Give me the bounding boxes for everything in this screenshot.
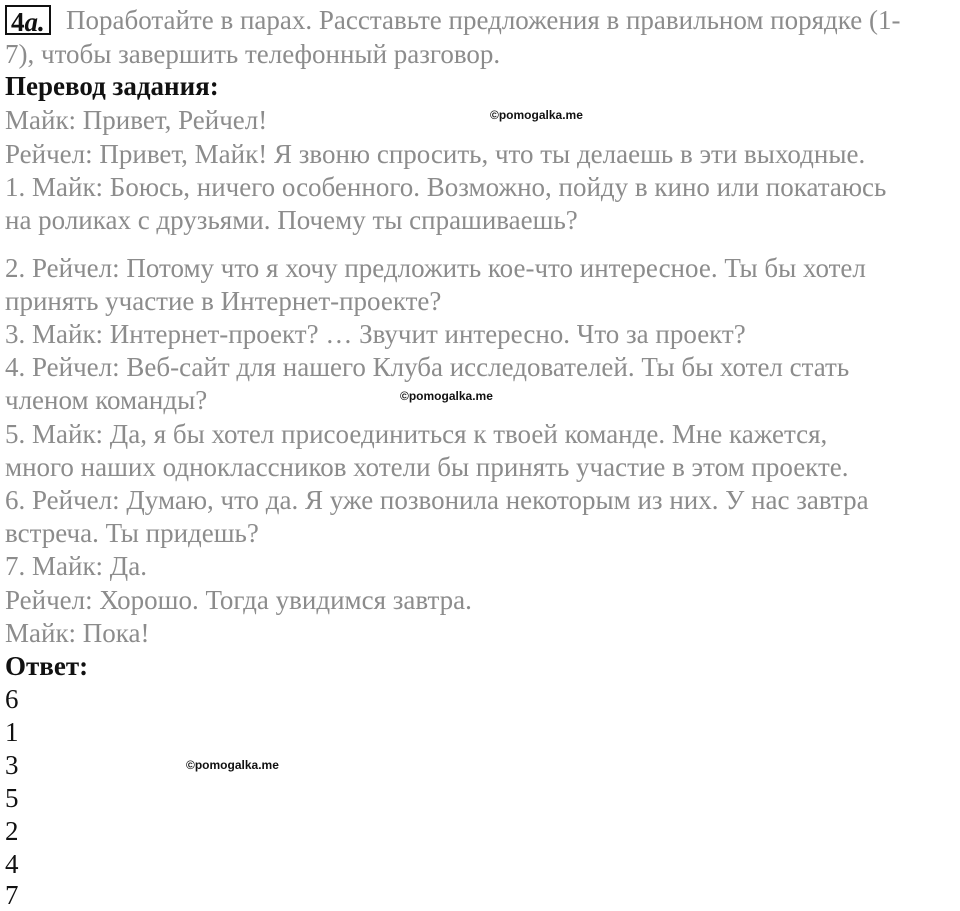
answer-item: 4 bbox=[5, 849, 19, 879]
dialogue-line: Рейчел: Хорошо. Тогда увидимся завтра. bbox=[5, 585, 472, 615]
task-instruction-line-1: Поработайте в парах. Расставьте предложения в правильном порядке (1- bbox=[66, 5, 901, 35]
dialogue-line: членом команды? bbox=[5, 385, 208, 415]
dialogue-line: 6. Рейчел: Думаю, что да. Я уже позвонила некоторым из них. У нас завтра bbox=[5, 485, 869, 515]
answer-item: 3 bbox=[5, 750, 19, 780]
dialogue-line: 3. Майк: Интернет-проект? … Звучит интересно. Что за проект? bbox=[5, 319, 746, 349]
answer-item: 5 bbox=[5, 783, 19, 813]
dialogue-line: 5. Майк: Да, я бы хотел присоединиться к твоей команде. Мне кажется, bbox=[5, 419, 828, 449]
dialogue-line: 2. Рейчел: Потому что я хочу предложить кое-что интересное. Ты бы хотел bbox=[5, 253, 866, 283]
dialogue-line: 4. Рейчел: Веб-сайт для нашего Клуба исследователей. Ты бы хотел стать bbox=[5, 352, 850, 382]
dialogue-line: принять участие в Интернет-проекте? bbox=[5, 286, 442, 316]
task-instruction-line-2: 7), чтобы завершить телефонный разговор. bbox=[5, 39, 501, 69]
dialogue-line: Майк: Привет, Рейчел! bbox=[5, 105, 268, 135]
task-letter: a. bbox=[24, 7, 45, 37]
task-number: 4 bbox=[11, 7, 25, 37]
watermark: ©pomogalka.me bbox=[400, 389, 493, 403]
watermark: ©pomogalka.me bbox=[186, 758, 279, 772]
answer-item: 7 bbox=[5, 880, 19, 910]
dialogue-line: Майк: Пока! bbox=[5, 618, 150, 648]
watermark: ©pomogalka.me bbox=[490, 108, 583, 122]
answer-heading: Ответ: bbox=[5, 651, 89, 681]
dialogue-line: на роликах с друзьями. Почему ты спрашиваешь? bbox=[5, 205, 578, 235]
dialogue-line: встреча. Ты придешь? bbox=[5, 518, 259, 548]
dialogue-line: 7. Майк: Да. bbox=[5, 551, 147, 581]
task-number-badge bbox=[5, 5, 51, 35]
answer-item: 1 bbox=[5, 717, 19, 747]
answer-item: 6 bbox=[5, 684, 19, 714]
dialogue-line: много наших одноклассников хотели бы принять участие в этом проекте. bbox=[5, 452, 849, 482]
translation-heading: Перевод задания: bbox=[5, 71, 219, 101]
answer-item: 2 bbox=[5, 816, 19, 846]
dialogue-line: 1. Майк: Боюсь, ничего особенного. Возможно, пойду в кино или покатаюсь bbox=[5, 172, 887, 202]
dialogue-line: Рейчел: Привет, Майк! Я звоню спросить, что ты делаешь в эти выходные. bbox=[5, 139, 866, 169]
